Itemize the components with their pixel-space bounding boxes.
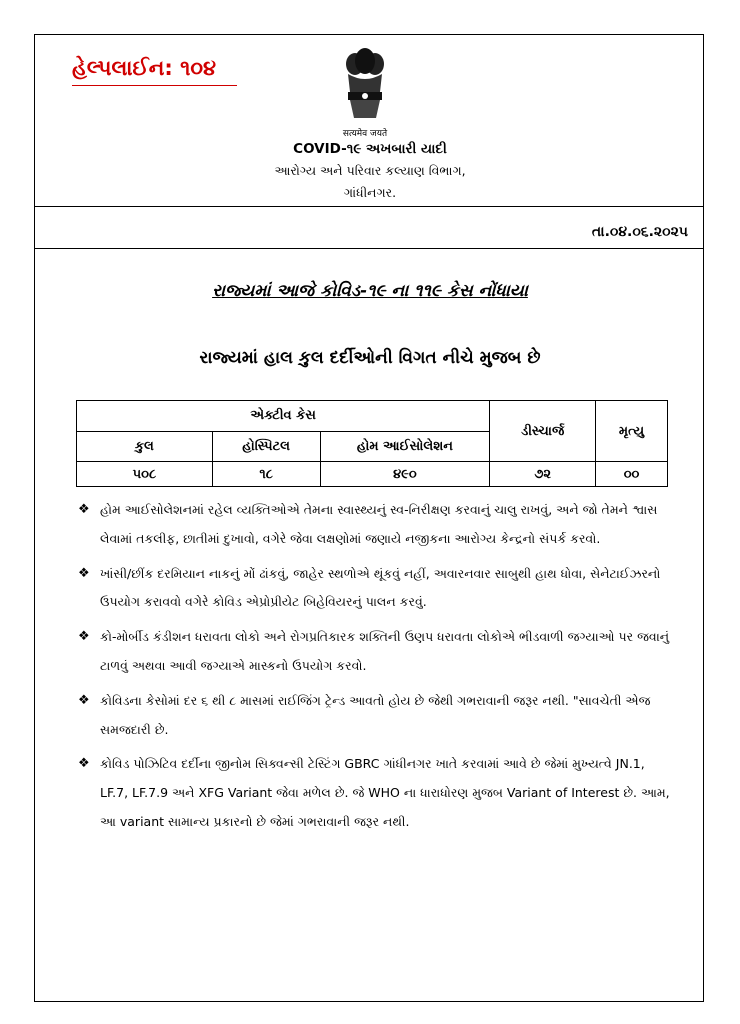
advisory-list xyxy=(76,496,674,843)
total-header: કુલ xyxy=(77,431,213,462)
total-value: ૫૦૮ xyxy=(77,462,213,487)
hospital-header: હોસ્પિટલ xyxy=(212,431,320,462)
patient-stats-table xyxy=(76,400,668,487)
diamond-bullet-icon: ❖ xyxy=(78,502,90,517)
discharge-header: ડીસ્ચાર્જ xyxy=(490,401,596,462)
helpline-number: હેલ્પલાઈન: ૧૦૪ xyxy=(72,56,217,80)
national-emblem-icon xyxy=(340,44,390,124)
subheadline: રાજ્યમાં હાલ કુલ દર્દીઓની વિગત નીચે મુજબ છે xyxy=(199,348,541,368)
headline: રાજ્યમાં આજે કોવિડ-૧૯ ના ૧૧૯ કેસ નોંધાયા xyxy=(212,281,528,301)
department-name: આરોગ્ય અને પરિવાર કલ્યાણ વિભાગ, xyxy=(274,163,466,178)
discharge-value: ૭૨ xyxy=(490,462,596,487)
helpline-underline xyxy=(72,85,237,86)
advisory-item: ❖ કો-મોર્બીડ કંડીશન ધરાવતા લોકો અને રોગપ્રતિકારક શક્તિની ઉણપ ધરાવતા લોકોએ ભીડવાળી જગ્યાઓ પર જવાનું ટાળવું અથવા આવી જગ્યાએ માસ્કનો ઉપયોગ કરવો. xyxy=(76,623,674,681)
home-isolation-header: હોમ આઈસોલેશન xyxy=(320,431,490,462)
release-date: તા.૦૪.૦૬.૨૦૨૫ xyxy=(591,224,688,240)
hospital-value: ૧૮ xyxy=(212,462,320,487)
header-divider xyxy=(34,206,704,207)
city-name: ગાંધીનગર. xyxy=(343,185,397,200)
date-divider xyxy=(34,248,704,249)
diamond-bullet-icon: ❖ xyxy=(78,692,90,708)
emblem-motto: सत्यमेव जयते xyxy=(342,129,388,139)
death-header: મૃત્યુ xyxy=(596,401,668,462)
home-isolation-value: ૪૯૦ xyxy=(320,462,490,487)
advisory-item: ❖ કોવિડ પોઝિટિવ દર્દીના જીનોમ સિક્વન્સી ટેસ્ટિંગ GBRC ગાંધીનગર ખાતે કરવામાં આવે છે જેમાં મુખ્યત્વે JN.1, LF.7, LF.7.9 અને XFG Variant જેવા મળેલ છે. જે WHO ના ધારાધોરણ મુજબ Variant of Interest છે. આમ, આ variant સામાન્ય પ્રકારનો છે જેમાં ગભરાવાની જરૂર નથી. xyxy=(76,750,674,836)
release-title: COVID-૧૯ અખબારી યાદી xyxy=(293,141,447,157)
diamond-bullet-icon: ❖ xyxy=(78,629,90,645)
advisory-item: ❖ કોવિડના કેસોમાં દર ૬ થી ૮ માસમાં રાઈજિંગ ટ્રેન્ડ આવતો હોય છે જેથી ગભરાવાની જરૂર નથી. "સાવચેતી એજ સમજદારી છે. xyxy=(76,687,674,745)
death-value: ૦૦ xyxy=(596,462,668,487)
active-cases-header: એક્ટીવ કેસ xyxy=(77,401,490,432)
diamond-bullet-icon: ❖ xyxy=(78,756,90,772)
diamond-bullet-icon: ❖ xyxy=(78,565,90,581)
advisory-item: ❖ હોમ આઈસોલેશનમાં રહેલ વ્યક્તિઓએ તેમના સ્વાસ્થ્યનું સ્વ-નિરીક્ષણ કરવાનું ચાલુ રાખવું, અને જો તેમને શ્વાસ લેવામાં તકલીફ, છાતીમાં દુખાવો, વગેરે જેવા લક્ષણોમાં જણાયે નજીકના આરોગ્ય કેન્દ્રનો સંપર્ક કરવો. xyxy=(76,496,674,554)
advisory-item: ❖ ખાંસી/છીંક દરમિયાન નાકનું મોં ઢાંકવું, જાહેર સ્થળોએ થૂંકવું નહીં, અવારનવાર સાબુથી હાથ ધોવા, સેનેટાઈઝરનો ઉપયોગ કરાવવો વગેરે કોવિડ એપ્રોપ્રીયેટ બિહેવિયરનું પાલન કરવું. xyxy=(76,560,674,618)
